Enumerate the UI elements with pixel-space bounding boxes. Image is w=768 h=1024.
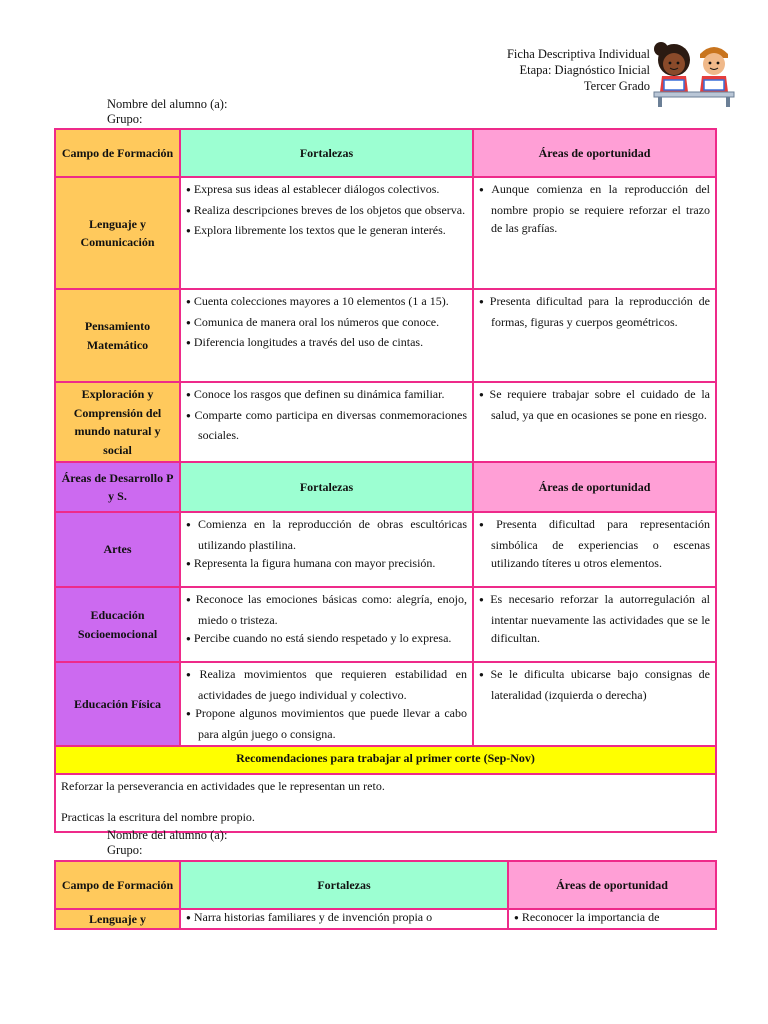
table-header-row [55, 462, 716, 512]
student-name-label: Nombre del alumno (a): [107, 828, 228, 842]
list-item: ● Expresa sus ideas al establecer diálogos colectivos. [186, 180, 467, 201]
recommendations-header-row [55, 746, 716, 774]
areas-cell [473, 662, 716, 746]
fortalezas-cell [180, 177, 473, 289]
areas-cell [473, 382, 716, 462]
list-item: ● Realiza movimientos que requieren estabilidad en actividades de juego individual y colectivo. [186, 665, 467, 704]
row-label: Lenguaje y [55, 909, 180, 929]
row-label: Pensamiento Matemático [55, 289, 180, 382]
evaluation-table [54, 128, 717, 833]
row-label: Educación Física [55, 662, 180, 746]
fortalezas-cell [180, 662, 473, 746]
student-group-label: Grupo: [107, 112, 143, 126]
areas-cell [473, 587, 716, 662]
header-grade: Tercer Grado [583, 79, 650, 93]
student-info-2 [107, 828, 227, 858]
table-row [55, 512, 716, 587]
list-item: ● Conoce los rasgos que definen su dinámica familiar. [186, 385, 467, 406]
evaluation-table-2 [54, 860, 717, 930]
recommendations-title: Recomendaciones para trabajar al primer corte (Sep-Nov) [55, 746, 716, 774]
table-row [55, 587, 716, 662]
header-campo: Campo de Formación [55, 861, 180, 909]
table-row [55, 289, 716, 382]
fortalezas-cell [180, 289, 473, 382]
row-label: Educación Socioemocional [55, 587, 180, 662]
recommendation-line: Reforzar la perseverancia en actividades que le representan un reto. [61, 779, 385, 793]
areas-cell [473, 512, 716, 587]
student-group-label: Grupo: [107, 843, 143, 857]
areas-cell [473, 177, 716, 289]
list-item: ● Explora libremente los textos que le generan interés. [186, 221, 467, 242]
table-header-row [55, 861, 716, 909]
list-item: ● Se requiere trabajar sobre el cuidado de la salud, ya que en ocasiones se pone en riesgo. [479, 385, 710, 424]
table-header-row [55, 129, 716, 177]
list-item: ● Comienza en la reproducción de obras escultóricas utilizando plastilina. [186, 515, 467, 554]
header-areas-oportunidad: Áreas de oportunidad [473, 129, 716, 177]
header-areas-desarrollo: Áreas de Desarrollo P y S. [55, 462, 180, 512]
student-info [107, 97, 227, 127]
header-campo: Campo de Formación [55, 129, 180, 177]
header-fortalezas: Fortalezas [180, 462, 473, 512]
list-item: ● Percibe cuando no está siendo respetado y lo expresa. [186, 629, 467, 650]
list-item: ● Diferencia longitudes a través del uso de cintas. [186, 333, 467, 354]
header-fortalezas: Fortalezas [180, 861, 508, 909]
list-item: ● Presenta dificultad para la reproducción de formas, figuras y cuerpos geométricos. [479, 292, 710, 331]
header-areas-oportunidad: Áreas de oportunidad [508, 861, 716, 909]
fortalezas-cell [180, 382, 473, 462]
table-row [55, 662, 716, 746]
list-item: ● Narra historias familiares y de invención propia o [186, 910, 502, 926]
recommendation-line: Practicas la escritura del nombre propio. [61, 809, 255, 824]
list-item: ● Reconocer la importancia de [514, 910, 710, 926]
row-label: Lenguaje y Comunicación [55, 177, 180, 289]
document-header [440, 46, 650, 94]
header-fortalezas: Fortalezas [180, 129, 473, 177]
list-item: ● Se le dificulta ubicarse bajo consignas de lateralidad (izquierda o derecha) [479, 665, 710, 704]
list-item: ● Aunque comienza en la reproducción del nombre propio se requiere reforzar el trazo de las grafías. [479, 180, 710, 238]
recommendations-cell [55, 774, 716, 832]
areas-cell [508, 909, 716, 929]
list-item: ● Comunica de manera oral los números que conoce. [186, 313, 467, 334]
children-reading-illustration [652, 40, 736, 108]
recommendations-row [55, 774, 716, 832]
header-title: Ficha Descriptiva Individual [506, 47, 650, 61]
student-name-label: Nombre del alumno (a): [107, 97, 228, 111]
row-label: Artes [55, 512, 180, 587]
header-stage: Etapa: Diagnóstico Inicial [519, 63, 650, 77]
list-item: ● Reconoce las emociones básicas como: alegría, enojo, miedo o tristeza. [186, 590, 467, 629]
table-row [55, 382, 716, 462]
fortalezas-cell [180, 512, 473, 587]
row-label: Exploración y Comprensión del mundo natural y social [55, 382, 180, 462]
fortalezas-cell [180, 587, 473, 662]
list-item: ● Presenta dificultad para representación simbólica de experiencias o escenas utilizando títeres u otros elementos. [479, 515, 710, 573]
list-item: ● Cuenta colecciones mayores a 10 elementos (1 a 15). [186, 292, 467, 313]
list-item: ● Propone algunos movimientos que puede llevar a cabo para algún juego o consigna. [186, 704, 467, 743]
list-item: ● Comparte como participa en diversas conmemoraciones sociales. [186, 406, 467, 445]
list-item: ● Es necesario reforzar la autorregulación al intentar nuevamente las actividades que se le dificultan. [479, 590, 710, 648]
list-item: ● Representa la figura humana con mayor precisión. [186, 554, 467, 575]
list-item: ● Realiza descripciones breves de los objetos que observa. [186, 201, 467, 222]
areas-cell [473, 289, 716, 382]
header-areas-oportunidad: Áreas de oportunidad [473, 462, 716, 512]
table-row [55, 909, 716, 929]
table-row [55, 177, 716, 289]
fortalezas-cell [180, 909, 508, 929]
